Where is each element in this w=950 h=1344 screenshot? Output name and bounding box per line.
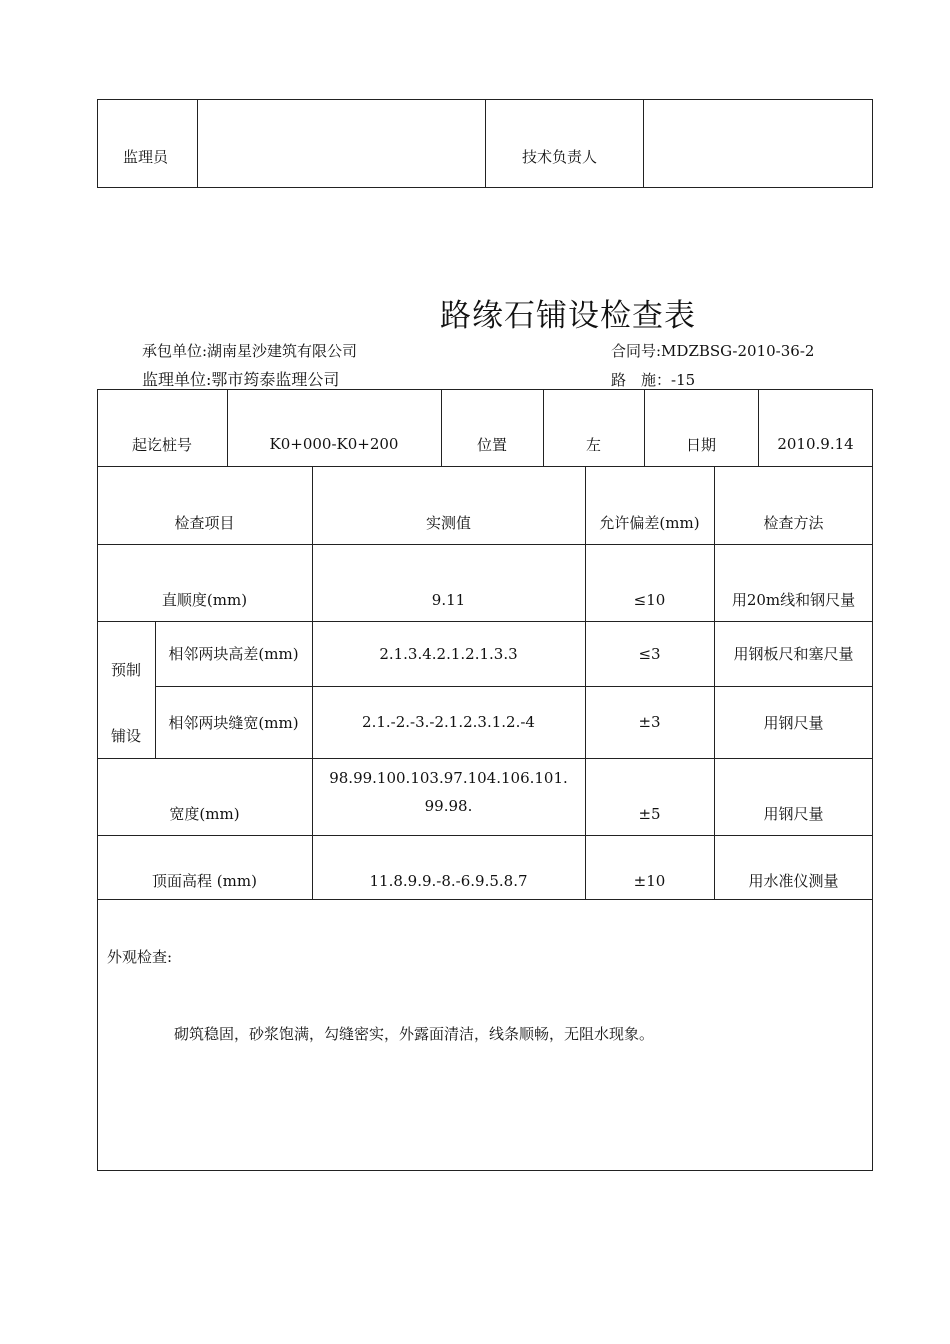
appearance-label: 外观检查:: [107, 948, 173, 966]
station-label: 起讫桩号: [131, 435, 192, 454]
straightness-method: 用20m线和钢尺量: [731, 591, 856, 609]
gap-width-method: 用钢尺量: [763, 713, 824, 732]
height-diff-measured: 2.1.3.4.2.1.2.1.3.3: [379, 644, 518, 663]
column-header-item: 检查项目: [174, 513, 235, 532]
straightness-item: 直顺度(mm): [161, 591, 248, 609]
column-header-measured: 实测值: [425, 513, 471, 532]
gap-width-measured: 2.1.-2.-3.-2.1.2.3.1.2.-4: [362, 713, 535, 731]
column-header-method: 检查方法: [763, 513, 824, 532]
tech-lead-signature-field[interactable]: [646, 101, 871, 186]
supervisor-signature-field[interactable]: [200, 101, 483, 186]
supervisor-unit: 监理单位:鄂市筠泰监理公司: [142, 370, 340, 389]
width-measured-line2: 99.98.: [424, 797, 473, 815]
column-header-tolerance: 允许偏差(mm): [599, 513, 700, 532]
supervisor-label: 监理员: [123, 148, 169, 166]
group-label-prefab: 预制: [110, 660, 141, 679]
gap-width-tolerance: ±3: [638, 713, 661, 731]
height-diff-tolerance: ≤3: [638, 644, 661, 663]
width-measured-line1: 98.99.100.103.97.104.106.101.: [329, 769, 568, 787]
contractor: 承包单位:湖南星沙建筑有限公司: [142, 342, 358, 360]
date-value: 2010.9.14: [777, 435, 854, 453]
top-elevation-measured: 11.8.9.9.-8.-6.9.5.8.7: [369, 871, 528, 890]
width-item: 宽度(mm): [169, 805, 240, 823]
appearance-text: 砌筑稳固，砂浆饱满，勾缝密实，外露面清洁，线条顺畅，无阻水现象。: [174, 1025, 655, 1043]
width-method: 用钢尺量: [763, 805, 824, 823]
height-diff-item: 相邻两块高差(mm): [168, 645, 299, 663]
top-elevation-method: 用水准仪测量: [748, 872, 839, 890]
top-elevation-tolerance: ±10: [633, 871, 666, 890]
top-elevation-item: 顶面高程 (mm): [152, 872, 257, 890]
height-diff-method: 用钢板尺和塞尺量: [733, 645, 854, 663]
date-label: 日期: [685, 435, 716, 454]
road-construction-number: 路 施：-15: [611, 371, 696, 389]
group-label-laying: 铺设: [110, 726, 141, 745]
position-label: 位置: [476, 435, 507, 454]
position-value: 左: [585, 435, 601, 454]
station-value: K0+000-K0+200: [269, 435, 399, 453]
tech-lead-label: 技术负责人: [522, 148, 598, 166]
straightness-measured: 9.11: [431, 590, 466, 609]
straightness-tolerance: ≤10: [633, 590, 666, 609]
divider: [197, 99, 198, 188]
divider: [643, 99, 644, 188]
gap-width-item: 相邻两块缝宽(mm): [168, 713, 299, 732]
divider: [485, 99, 486, 188]
form-title: 路缘石铺设检查表: [440, 298, 696, 334]
width-tolerance: ±5: [638, 804, 661, 823]
contract-number: 合同号:MDZBSG-2010-36-2: [611, 342, 815, 360]
